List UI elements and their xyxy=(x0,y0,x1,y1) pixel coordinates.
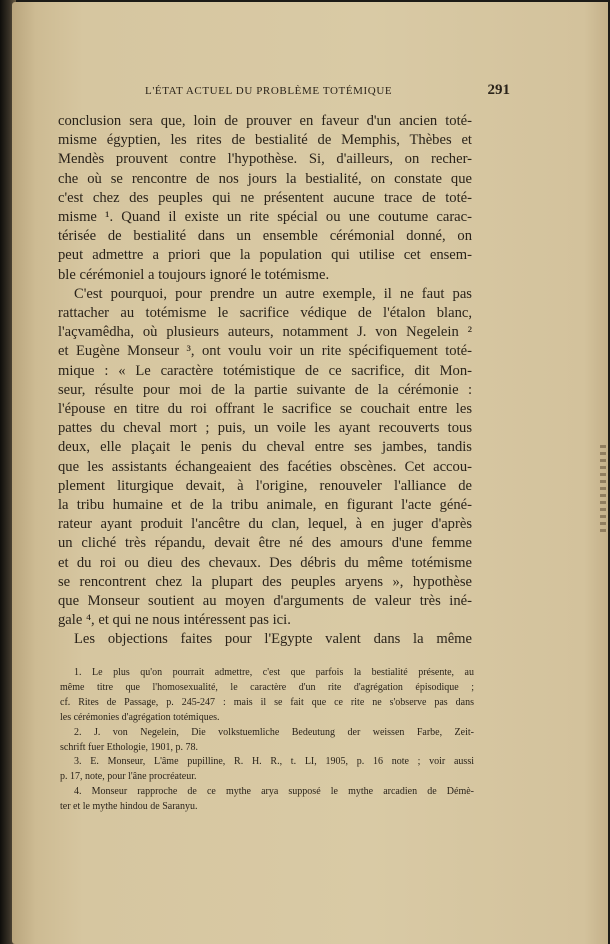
text-line: et Eugène Monseur ³, ont voulu voir un rite spécifiquement toté- xyxy=(58,343,472,360)
text-line: Mendès prouvent contre l'hypothèse. Si, d'ailleurs, on recher- xyxy=(58,151,472,168)
footnote-line: cf. Rites de Passage, p. 245-247 : mais il se fait que ce rite ne s'observe pas dans xyxy=(60,696,474,708)
footnote-line: 2. J. von Negelein, Die volkstuemliche Bedeutung der weissen Farbe, Zeit- xyxy=(74,726,474,738)
text-line: Les objections faites pour l'Egypte valent dans la même xyxy=(74,631,472,648)
text-line: conclusion sera que, loin de prouver en faveur d'un ancien toté- xyxy=(58,113,472,129)
text-line: misme égyptien, les rites de bestialité de Memphis, Thèbes et xyxy=(58,132,472,149)
text-line: rattacher au totémisme le sacrifice védique de l'étalon blanc, xyxy=(58,305,472,322)
text-line: gale ⁴, et qui ne nous intéressent pas ici. xyxy=(58,612,291,629)
footnotes xyxy=(60,666,474,815)
text-line: térisée de bestialité dans un ensemble cérémonial donné, on xyxy=(58,228,472,245)
running-header xyxy=(145,82,510,102)
footnote-line: 4. Monseur rapproche de ce mythe arya supposé le mythe arcadien de Démè- xyxy=(74,786,474,798)
page-number: 291 xyxy=(487,82,510,98)
text-line: pattes du cheval mort ; puis, un voile les ayant recouverts tous xyxy=(58,420,472,437)
footnote-line: p. 17, note, pour l'âne procréateur. xyxy=(60,771,197,783)
footnote-line: ter et le mythe hindou de Saranyu. xyxy=(60,801,198,813)
margin-binding-marks xyxy=(600,445,606,535)
text-line: que Monseur soutient au moyen d'arguments de valeur très iné- xyxy=(58,593,472,610)
footnote-line: les cérémonies d'agrégation totémiques. xyxy=(60,711,220,723)
text-line: la tribu humaine et de la tribu animale, en figurant l'acte géné- xyxy=(58,497,472,514)
text-line: che où se rencontre de nos jours la bestialité, on constate que xyxy=(58,170,472,187)
text-line: peut admettre a priori que la population qui utilise cet ensem- xyxy=(58,247,472,264)
footnote-line: 3. E. Monseur, L'âme pupilline, R. H. R., t. LI, 1905, p. 16 note ; voir aussi xyxy=(74,756,474,768)
text-line: mique : « Le caractère totémistique de ce sacrifice, dit Mon- xyxy=(58,362,472,379)
text-line: deux, elle plaçait le penis du cheval entre ses jambes, tandis xyxy=(58,439,472,456)
text-line: et du roi ou dieu des chevaux. Des débris du même totémisme xyxy=(58,554,472,571)
footnote-line: même titre que l'homosexualité, le caractère d'un rite d'agrégation épisodique ; xyxy=(60,681,474,693)
running-title: L'ÉTAT ACTUEL DU PROBLÈME TOTÉMIQUE xyxy=(145,85,393,97)
text-line: seur, résulte pour moi de la partie suivante de la cérémonie : xyxy=(58,381,472,398)
text-line: se rencontrent chez la plupart des peuples aryens », hypothèse xyxy=(58,573,472,590)
footnote-line: 1. Le plus qu'on pourrait admettre, c'est que parfois la bestialité présente, au xyxy=(74,667,474,678)
text-line: l'épouse en titre du roi offrant le sacrifice se couchait entre les xyxy=(58,401,472,418)
text-line: un cliché très répandu, devait être né des amours d'une femme xyxy=(58,535,472,552)
text-line: misme ¹. Quand il existe un rite spécial ou une coutume carac- xyxy=(58,209,472,226)
text-line: c'est chez des peuples qui ne présentent aucune trace de toté- xyxy=(58,189,472,206)
text-line: que les assistants échangeaient des facéties obscènes. Cet accou- xyxy=(58,458,472,475)
text-line: rateur ayant produit l'ancêtre du clan, lequel, à en juger d'après xyxy=(58,516,472,533)
text-line: C'est pourquoi, pour prendre un autre exemple, il ne faut pas xyxy=(74,285,472,302)
text-line: plement liturgique devait, à l'origine, renouveler l'alliance de xyxy=(58,477,472,494)
text-line: ble cérémoniel a toujours ignoré le totémisme. xyxy=(58,266,330,283)
text-line: l'açvamêdha, où plusieurs auteurs, notamment J. von Negelein ² xyxy=(58,324,472,341)
footnote-line: schrift fuer Ethologie, 1901, p. 78. xyxy=(60,741,199,753)
body-text xyxy=(58,112,472,650)
